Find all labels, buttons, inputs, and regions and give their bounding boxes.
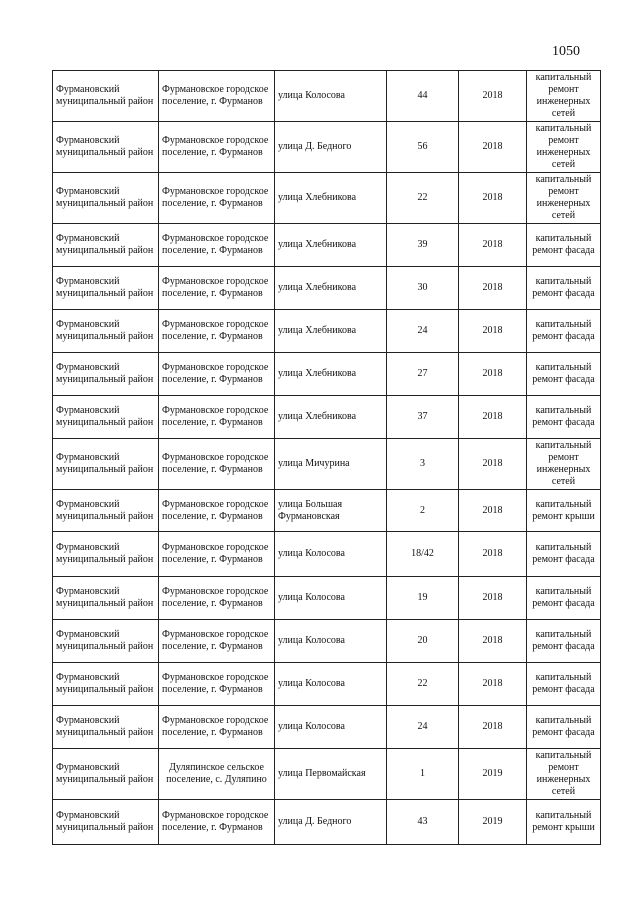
year-cell: 2018 <box>459 706 527 749</box>
house-number-cell: 56 <box>387 122 459 173</box>
house-number-cell: 19 <box>387 577 459 620</box>
table-row <box>53 577 601 620</box>
district-cell: Фурмановский муниципальный район <box>53 706 159 749</box>
year-cell: 2018 <box>459 267 527 310</box>
house-number-cell: 24 <box>387 310 459 353</box>
house-number-cell: 3 <box>387 439 459 490</box>
settlement-cell: Фурмановское городское поселение, г. Фурманов <box>159 706 275 749</box>
table-row <box>53 353 601 396</box>
house-number-cell: 2 <box>387 490 459 532</box>
street-cell: улица Колосова <box>275 532 387 577</box>
district-cell: Фурмановский муниципальный район <box>53 577 159 620</box>
year-cell: 2018 <box>459 490 527 532</box>
district-cell: Фурмановский муниципальный район <box>53 439 159 490</box>
house-number-cell: 22 <box>387 173 459 224</box>
house-number-cell: 1 <box>387 749 459 800</box>
house-number-cell: 37 <box>387 396 459 439</box>
house-number-cell: 39 <box>387 224 459 267</box>
street-cell: улица Колосова <box>275 577 387 620</box>
settlement-cell: Дуляпинское сельское поселение, с. Дуляпино <box>159 749 275 800</box>
work-type-cell: капитальный ремонт крыши <box>527 800 601 845</box>
work-type-cell: капитальный ремонт фасада <box>527 620 601 663</box>
house-number-cell: 18/42 <box>387 532 459 577</box>
year-cell: 2018 <box>459 396 527 439</box>
year-cell: 2018 <box>459 310 527 353</box>
street-cell: улица Колосова <box>275 71 387 122</box>
street-cell: улица Колосова <box>275 663 387 706</box>
district-cell: Фурмановский муниципальный район <box>53 122 159 173</box>
year-cell: 2019 <box>459 749 527 800</box>
work-type-cell: капитальный ремонт фасада <box>527 663 601 706</box>
work-type-cell: капитальный ремонт фасада <box>527 396 601 439</box>
settlement-cell: Фурмановское городское поселение, г. Фурманов <box>159 173 275 224</box>
street-cell: улица Хлебникова <box>275 173 387 224</box>
settlement-cell: Фурмановское городское поселение, г. Фурманов <box>159 800 275 845</box>
work-type-cell: капитальный ремонт инженерных сетей <box>527 122 601 173</box>
table-row <box>53 224 601 267</box>
street-cell: улица Д. Бедного <box>275 122 387 173</box>
table-row <box>53 173 601 224</box>
settlement-cell: Фурмановское городское поселение, г. Фурманов <box>159 310 275 353</box>
district-cell: Фурмановский муниципальный район <box>53 620 159 663</box>
work-type-cell: капитальный ремонт инженерных сетей <box>527 749 601 800</box>
street-cell: улица Колосова <box>275 706 387 749</box>
settlement-cell: Фурмановское городское поселение, г. Фурманов <box>159 396 275 439</box>
work-type-cell: капитальный ремонт инженерных сетей <box>527 71 601 122</box>
table-row <box>53 439 601 490</box>
table-row <box>53 800 601 845</box>
year-cell: 2018 <box>459 532 527 577</box>
year-cell: 2018 <box>459 577 527 620</box>
year-cell: 2018 <box>459 122 527 173</box>
table-row <box>53 71 601 122</box>
work-type-cell: капитальный ремонт фасада <box>527 267 601 310</box>
street-cell: улица Мичурина <box>275 439 387 490</box>
table-row <box>53 706 601 749</box>
district-cell: Фурмановский муниципальный район <box>53 173 159 224</box>
settlement-cell: Фурмановское городское поселение, г. Фурманов <box>159 620 275 663</box>
street-cell: улица Первомайская <box>275 749 387 800</box>
work-type-cell: капитальный ремонт инженерных сетей <box>527 173 601 224</box>
house-number-cell: 30 <box>387 267 459 310</box>
year-cell: 2019 <box>459 800 527 845</box>
work-type-cell: капитальный ремонт фасада <box>527 577 601 620</box>
table-row <box>53 396 601 439</box>
district-cell: Фурмановский муниципальный район <box>53 353 159 396</box>
street-cell: улица Хлебникова <box>275 267 387 310</box>
district-cell: Фурмановский муниципальный район <box>53 532 159 577</box>
street-cell: улица Д. Бедного <box>275 800 387 845</box>
year-cell: 2018 <box>459 71 527 122</box>
work-type-cell: капитальный ремонт фасада <box>527 224 601 267</box>
settlement-cell: Фурмановское городское поселение, г. Фурманов <box>159 224 275 267</box>
table-row <box>53 749 601 800</box>
page-number: 1050 <box>552 44 580 59</box>
table-row <box>53 122 601 173</box>
house-number-cell: 22 <box>387 663 459 706</box>
district-cell: Фурмановский муниципальный район <box>53 490 159 532</box>
work-type-cell: капитальный ремонт инженерных сетей <box>527 439 601 490</box>
table-row <box>53 620 601 663</box>
street-cell: улица Большая Фурмановская <box>275 490 387 532</box>
work-type-cell: капитальный ремонт фасада <box>527 353 601 396</box>
district-cell: Фурмановский муниципальный район <box>53 267 159 310</box>
work-type-cell: капитальный ремонт фасада <box>527 706 601 749</box>
house-number-cell: 27 <box>387 353 459 396</box>
work-type-cell: капитальный ремонт фасада <box>527 532 601 577</box>
registry-table <box>52 70 601 845</box>
district-cell: Фурмановский муниципальный район <box>53 749 159 800</box>
district-cell: Фурмановский муниципальный район <box>53 800 159 845</box>
work-type-cell: капитальный ремонт фасада <box>527 310 601 353</box>
house-number-cell: 43 <box>387 800 459 845</box>
table-row <box>53 267 601 310</box>
settlement-cell: Фурмановское городское поселение, г. Фурманов <box>159 577 275 620</box>
house-number-cell: 44 <box>387 71 459 122</box>
district-cell: Фурмановский муниципальный район <box>53 71 159 122</box>
settlement-cell: Фурмановское городское поселение, г. Фурманов <box>159 532 275 577</box>
district-cell: Фурмановский муниципальный район <box>53 224 159 267</box>
year-cell: 2018 <box>459 439 527 490</box>
year-cell: 2018 <box>459 224 527 267</box>
settlement-cell: Фурмановское городское поселение, г. Фурманов <box>159 490 275 532</box>
district-cell: Фурмановский муниципальный район <box>53 310 159 353</box>
settlement-cell: Фурмановское городское поселение, г. Фурманов <box>159 663 275 706</box>
district-cell: Фурмановский муниципальный район <box>53 663 159 706</box>
year-cell: 2018 <box>459 620 527 663</box>
street-cell: улица Колосова <box>275 620 387 663</box>
street-cell: улица Хлебникова <box>275 310 387 353</box>
table-row <box>53 310 601 353</box>
district-cell: Фурмановский муниципальный район <box>53 396 159 439</box>
street-cell: улица Хлебникова <box>275 224 387 267</box>
table-row <box>53 490 601 532</box>
house-number-cell: 20 <box>387 620 459 663</box>
settlement-cell: Фурмановское городское поселение, г. Фурманов <box>159 353 275 396</box>
year-cell: 2018 <box>459 663 527 706</box>
street-cell: улица Хлебникова <box>275 353 387 396</box>
house-number-cell: 24 <box>387 706 459 749</box>
table-row <box>53 663 601 706</box>
street-cell: улица Хлебникова <box>275 396 387 439</box>
year-cell: 2018 <box>459 173 527 224</box>
table-row <box>53 532 601 577</box>
settlement-cell: Фурмановское городское поселение, г. Фурманов <box>159 122 275 173</box>
settlement-cell: Фурмановское городское поселение, г. Фурманов <box>159 267 275 310</box>
settlement-cell: Фурмановское городское поселение, г. Фурманов <box>159 439 275 490</box>
work-type-cell: капитальный ремонт крыши <box>527 490 601 532</box>
year-cell: 2018 <box>459 353 527 396</box>
settlement-cell: Фурмановское городское поселение, г. Фурманов <box>159 71 275 122</box>
